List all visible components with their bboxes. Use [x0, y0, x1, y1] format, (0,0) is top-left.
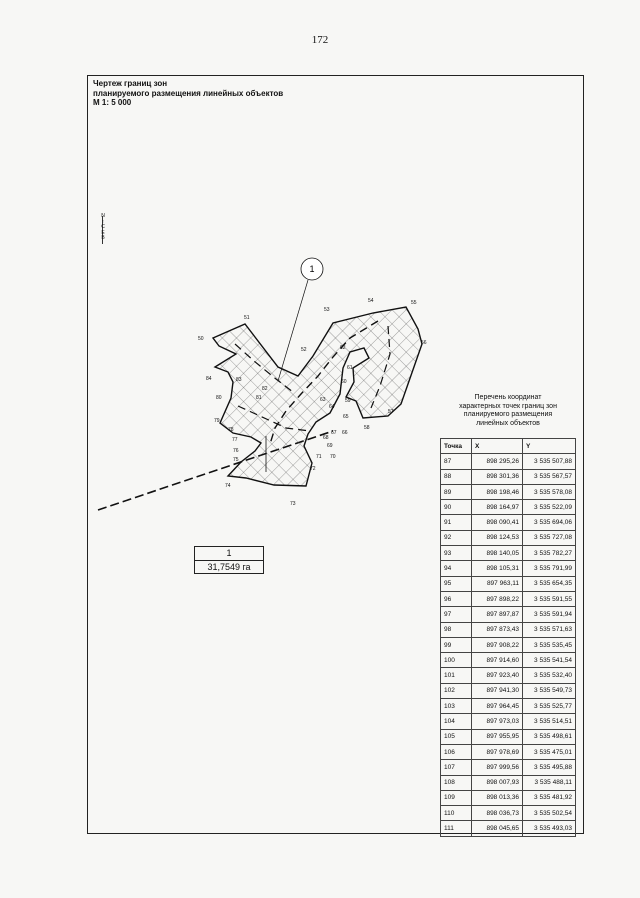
coord-y: 3 535 694,06: [523, 515, 576, 530]
coord-x: 897 963,11: [472, 576, 523, 591]
coord-x: 898 295,26: [472, 454, 523, 469]
point-label: 79: [214, 418, 220, 424]
coord-x: 898 013,36: [472, 790, 523, 805]
table-row: [441, 668, 576, 683]
coord-y: 3 535 481,92: [523, 790, 576, 805]
table-row: [441, 744, 576, 759]
point-id: 102: [441, 683, 472, 698]
coord-x: 898 124,53: [472, 530, 523, 545]
point-label: 75: [233, 457, 239, 463]
point-label: 84: [206, 376, 212, 382]
point-label: 53: [324, 307, 330, 313]
table-row: [441, 760, 576, 775]
coord-x: 897 908,22: [472, 637, 523, 652]
table-row: [441, 530, 576, 545]
coord-x: 897 941,30: [472, 683, 523, 698]
coord-y: 3 535 541,54: [523, 653, 576, 668]
coord-x: 897 923,40: [472, 668, 523, 683]
point-label: 73: [290, 501, 296, 507]
coord-y: 3 535 498,61: [523, 729, 576, 744]
coord-table-header: [441, 439, 576, 454]
coord-y: 3 535 532,40: [523, 668, 576, 683]
point-label: 76: [233, 448, 239, 454]
point-label: 62: [340, 345, 346, 351]
title-line-3: М 1: 5 000: [93, 98, 132, 107]
point-label: 82: [262, 386, 268, 392]
header-point: Точка: [441, 439, 472, 454]
point-label: 57: [388, 409, 394, 415]
point-id: 105: [441, 729, 472, 744]
point-id: 100: [441, 653, 472, 668]
point-label: 74: [225, 483, 231, 489]
coord-x: 898 105,31: [472, 561, 523, 576]
coord-x: 898 036,73: [472, 806, 523, 821]
coord-y: 3 535 782,27: [523, 546, 576, 561]
table-row: [441, 821, 576, 836]
point-label: 58: [364, 425, 370, 431]
point-id: 107: [441, 760, 472, 775]
coord-table-body: [441, 454, 576, 836]
north-arrow-icon: N ↑ С Е В: [101, 213, 105, 241]
table-row: [441, 591, 576, 606]
coord-y: 3 535 535,45: [523, 637, 576, 652]
header-x: X: [472, 439, 523, 454]
coord-x: 897 973,03: [472, 714, 523, 729]
point-id: 88: [441, 469, 472, 484]
point-id: 99: [441, 637, 472, 652]
coord-y: 3 535 549,73: [523, 683, 576, 698]
coord-y: 3 535 525,77: [523, 699, 576, 714]
table-row: [441, 454, 576, 469]
coord-x: 897 978,69: [472, 744, 523, 759]
coord-x: 898 090,41: [472, 515, 523, 530]
point-label: 80: [216, 395, 222, 401]
area-box-zone: 1: [226, 548, 232, 558]
coord-y: 3 535 514,51: [523, 714, 576, 729]
point-label: 59: [345, 398, 351, 404]
coord-y: 3 535 567,57: [523, 469, 576, 484]
coord-y: 3 535 488,11: [523, 775, 576, 790]
table-row: [441, 561, 576, 576]
title-line-1: Чертеж границ зон: [93, 79, 168, 88]
point-id: 89: [441, 484, 472, 499]
coord-y: 3 535 522,09: [523, 500, 576, 515]
point-label: 83: [236, 377, 242, 383]
coord-x: 898 045,65: [472, 821, 523, 836]
coord-table: [440, 438, 576, 837]
point-id: 110: [441, 806, 472, 821]
page-number: 172: [311, 34, 329, 46]
point-label: 64: [329, 404, 335, 410]
coord-x: 898 140,05: [472, 546, 523, 561]
point-id: 96: [441, 591, 472, 606]
table-row: [441, 607, 576, 622]
point-id: 93: [441, 546, 472, 561]
table-row: [441, 683, 576, 698]
coord-x: 897 873,43: [472, 622, 523, 637]
coord-x: 898 198,46: [472, 484, 523, 499]
table-row: [441, 775, 576, 790]
area-box: [194, 546, 264, 574]
table-row: [441, 622, 576, 637]
coord-y: 3 535 591,55: [523, 591, 576, 606]
point-label: 63: [320, 397, 326, 403]
point-id: 98: [441, 622, 472, 637]
table-row: [441, 469, 576, 484]
drawing-frame: [87, 75, 584, 834]
coord-y: 3 535 571,63: [523, 622, 576, 637]
table-row: [441, 729, 576, 744]
point-label: 81: [256, 395, 262, 401]
coord-y: 3 535 475,01: [523, 744, 576, 759]
coord-x: 897 897,87: [472, 607, 523, 622]
table-row: [441, 500, 576, 515]
coord-x: 897 955,95: [472, 729, 523, 744]
point-label: 61: [347, 365, 353, 371]
point-label: 55: [411, 300, 417, 306]
table-row: [441, 790, 576, 805]
point-label: 60: [341, 379, 347, 385]
point-id: 104: [441, 714, 472, 729]
coord-y: 3 535 502,54: [523, 806, 576, 821]
table-row: [441, 653, 576, 668]
coord-x: 897 964,45: [472, 699, 523, 714]
table-row: [441, 484, 576, 499]
coord-x: 898 164,97: [472, 500, 523, 515]
point-label: 66: [342, 430, 348, 436]
coord-y: 3 535 507,88: [523, 454, 576, 469]
point-id: 92: [441, 530, 472, 545]
point-label: 71: [316, 454, 322, 460]
point-label: 68: [323, 435, 329, 441]
callout-leader: [278, 280, 308, 381]
coord-x: 897 898,22: [472, 591, 523, 606]
point-id: 111: [441, 821, 472, 836]
point-id: 106: [441, 744, 472, 759]
point-label: 78: [228, 427, 234, 433]
table-row: [441, 806, 576, 821]
point-id: 87: [441, 454, 472, 469]
point-label: 65: [343, 414, 349, 420]
zone-callout-number: 1: [309, 264, 315, 274]
point-label: 67: [331, 430, 337, 436]
table-row: [441, 714, 576, 729]
title-line-2: планируемого размещения линейных объектов: [93, 88, 284, 98]
coord-y: 3 535 578,08: [523, 484, 576, 499]
point-label: 70: [330, 454, 336, 460]
coord-x: 898 301,36: [472, 469, 523, 484]
point-label: 72: [310, 466, 316, 472]
coord-y: 3 535 495,88: [523, 760, 576, 775]
point-label: 54: [368, 298, 374, 304]
point-id: 103: [441, 699, 472, 714]
coord-y: 3 535 591,94: [523, 607, 576, 622]
point-id: 101: [441, 668, 472, 683]
point-label: 69: [327, 443, 333, 449]
coord-y: 3 535 791,99: [523, 561, 576, 576]
point-id: 90: [441, 500, 472, 515]
header-y: Y: [523, 439, 576, 454]
point-label: 56: [421, 340, 427, 346]
coord-x: 897 999,56: [472, 760, 523, 775]
coord-y: 3 535 493,03: [523, 821, 576, 836]
table-row: [441, 699, 576, 714]
point-id: 109: [441, 790, 472, 805]
table-row: [441, 515, 576, 530]
point-id: 97: [441, 607, 472, 622]
point-label: 77: [232, 437, 238, 443]
point-id: 94: [441, 561, 472, 576]
table-row: [441, 576, 576, 591]
point-id: 108: [441, 775, 472, 790]
coord-y: 3 535 727,08: [523, 530, 576, 545]
point-label: 51: [244, 315, 250, 321]
point-id: 91: [441, 515, 472, 530]
point-label: 50: [198, 336, 204, 342]
coord-x: 898 007,93: [472, 775, 523, 790]
point-label: 52: [301, 347, 307, 353]
table-row: [441, 637, 576, 652]
coord-y: 3 535 654,35: [523, 576, 576, 591]
area-box-value: 31,7549 га: [195, 560, 263, 574]
table-row: [441, 546, 576, 561]
coord-table-caption: Перечень координат характерных точек границ зон планируемого размещения линейных объектов: [459, 394, 557, 427]
point-id: 95: [441, 576, 472, 591]
coord-x: 897 914,60: [472, 653, 523, 668]
